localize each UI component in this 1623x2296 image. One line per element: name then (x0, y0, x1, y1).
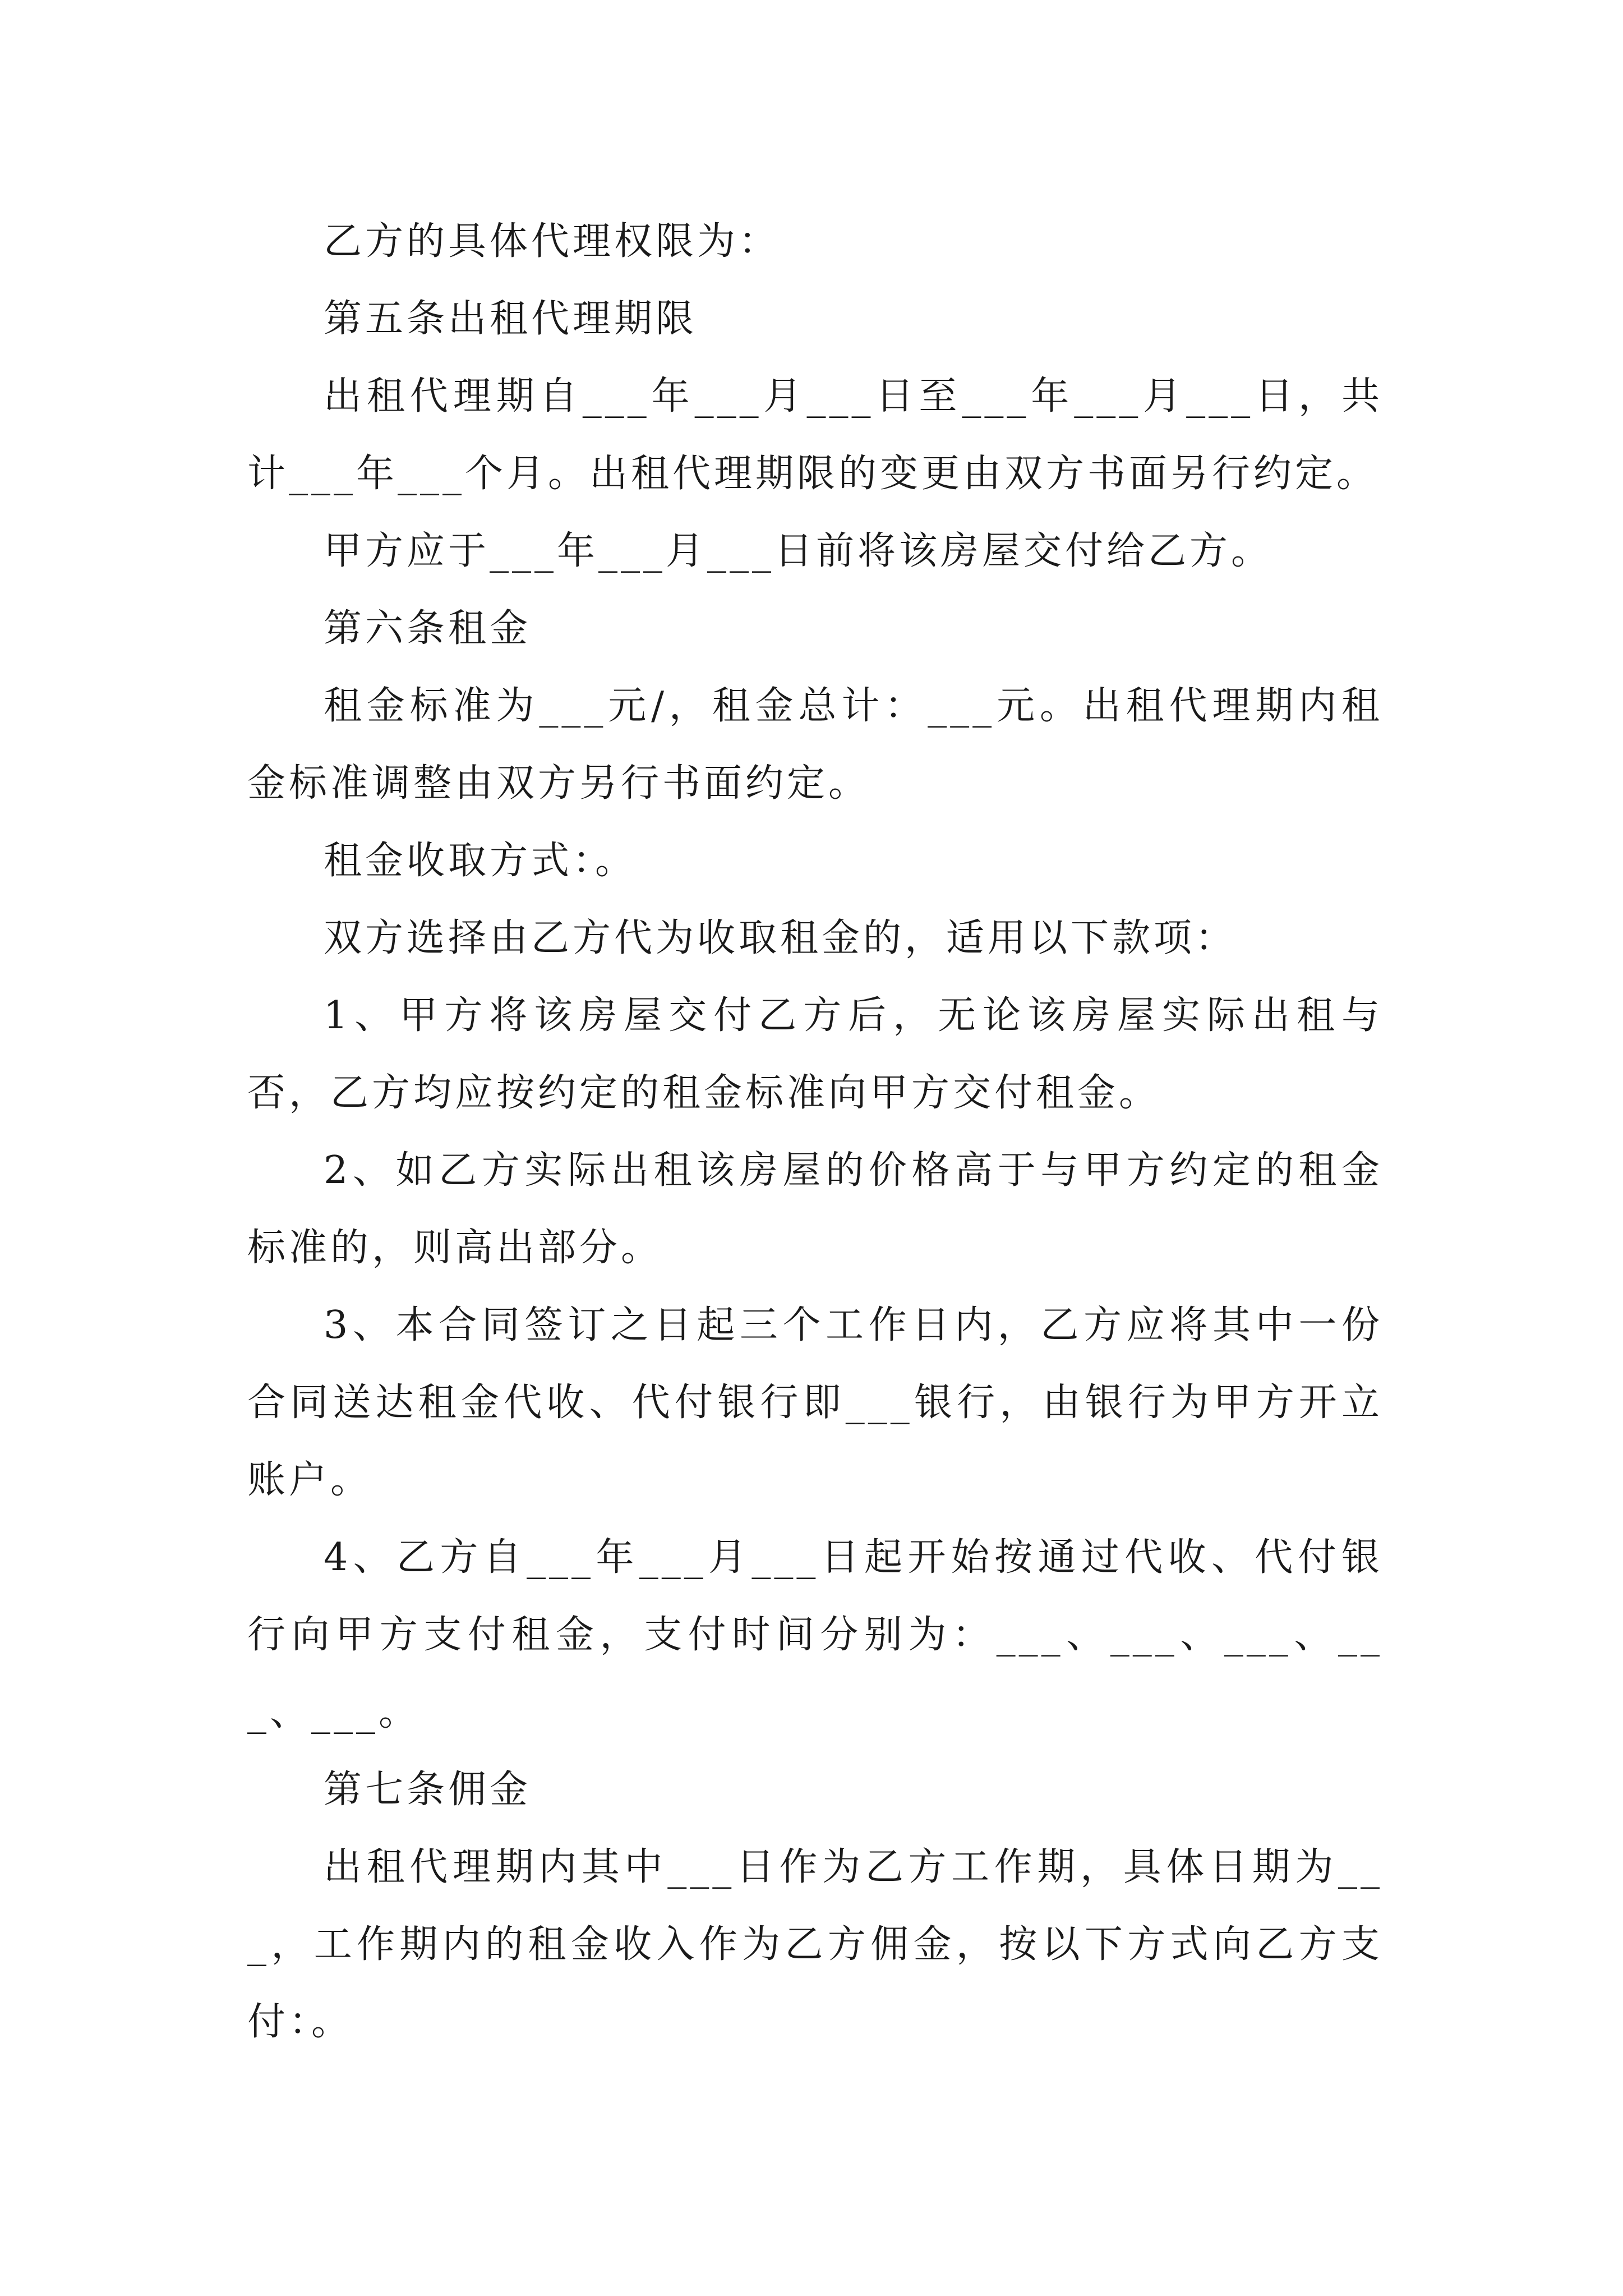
paragraph-commission: 出租代理期内其中___日作为乙方工作期，具体日期为___，工作期内的租金收入作为乙方佣金，按以下方式向乙方支付：。 (247, 1845, 1383, 2044)
paragraph-delivery-date: 甲方应于___年___月___日前将该房屋交付给乙方。 (324, 529, 1273, 573)
heading-article-6: 第六条租金 (324, 606, 532, 651)
paragraph-agency-period: 出租代理期自___年___月___日至___年___月___日，共计___年___个月。出租代理期限的变更由双方书面另行约定。 (247, 374, 1383, 496)
list-item-2: 2、如乙方实际出租该房屋的价格高于与甲方约定的租金标准的，则高出部分。 (247, 1148, 1383, 1270)
document-body (247, 203, 1383, 2061)
paragraph-rent-collection: 租金收取方式：。 (324, 839, 637, 883)
list-item-3: 3、本合同签订之日起三个工作日内，乙方应将其中一份合同送达租金代收、代付银行即___银行，由银行为甲方开立账户。 (247, 1303, 1383, 1502)
heading-article-7: 第七条佣金 (324, 1768, 532, 1812)
list-item-4: 4、乙方自___年___月___日起开始按通过代收、代付银行向甲方支付租金，支付时间分别为：___、___、___、___、___。 (247, 1535, 1383, 1734)
paragraph-rent-standard: 租金标准为___元/，租金总计：___元。出租代理期内租金标准调整由双方另行书面约定。 (247, 684, 1383, 806)
heading-article-5: 第五条出租代理期限 (324, 297, 698, 341)
list-item-1: 1、甲方将该房屋交付乙方后，无论该房屋实际出租与否，乙方均应按约定的租金标准向甲方交付租金。 (247, 993, 1383, 1115)
paragraph-collection-terms: 双方选择由乙方代为收取租金的，适用以下款项： (324, 916, 1237, 960)
paragraph-agency-scope: 乙方的具体代理权限为： (324, 219, 781, 264)
